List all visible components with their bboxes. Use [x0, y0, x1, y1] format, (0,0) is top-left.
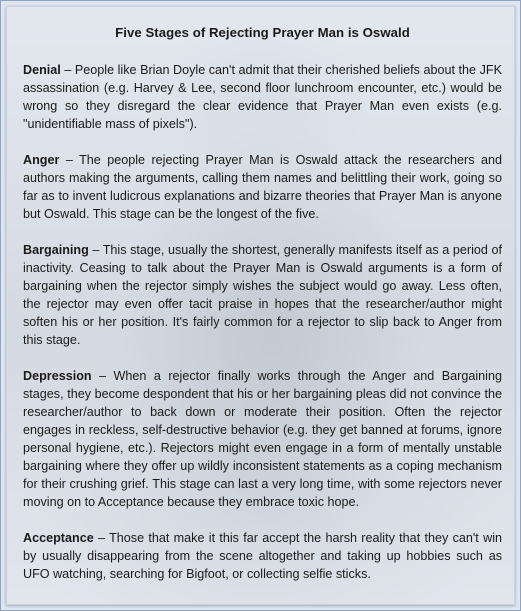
stage-anger	[23, 151, 502, 223]
card-content	[7, 7, 514, 583]
stage-bargaining	[23, 241, 502, 349]
stage-name: Bargaining	[23, 243, 89, 257]
stage-description: – The people rejecting Prayer Man is Oswald attack the researchers and authors making the arguments, calling them names and belittling their work, going so far as to invent ludicrous explanations and bizarre theories that Prayer Man is anyone but Oswald. This stage can be the longest of the five.	[23, 153, 502, 221]
stage-acceptance	[23, 529, 502, 583]
stage-name: Anger	[23, 153, 60, 167]
stage-depression	[23, 367, 502, 511]
stage-description: – People like Brian Doyle can't admit that their cherished beliefs about the JFK assassination (e.g. Harvey & Lee, second floor lunchroom encounter, etc.) would be wrong so they disregard the clear evidence that Prayer Man even exists (e.g. "unidentifiable mass of pixels").	[23, 63, 502, 131]
stage-denial	[23, 61, 502, 133]
stage-name: Acceptance	[23, 531, 94, 545]
stage-description: – Those that make it this far accept the harsh reality that they can't win by usually disappearing from the scene altogether and taking up hobbies such as UFO watching, searching for Bigfoot, or collecting selfie sticks.	[23, 531, 502, 581]
stage-description: – When a rejector finally works through the Anger and Bargaining stages, they become despondent that his or her bargaining pleas did not convince the researcher/author to back down or moderate their position. Often the rejector engages in reckless, self-destructive behavior (e.g. they get banned at forums, ignore personal hygiene, etc.). Rejectors might even engage in a form of mentally unstable bargaining where they offer up wildly inconsistent statements as a coping mechanism for their crushing grief. This stage can last a very long time, with some rejectors never moving on to Acceptance because they embrace toxic hope.	[23, 369, 502, 509]
stage-name: Depression	[23, 369, 92, 383]
text-card	[6, 6, 515, 605]
stage-name: Denial	[23, 63, 61, 77]
page-title: Five Stages of Rejecting Prayer Man is Oswald	[115, 25, 410, 40]
stage-description: – This stage, usually the shortest, generally manifests itself as a period of inactivity. Ceasing to talk about the Prayer Man is Oswald arguments is a form of bargaining when the rejector simply wishes the subject would go away. Less often, the rejector may even offer tacit praise in hopes that the researcher/author might soften his or her position. It's fairly common for a rejector to slip back to Anger from this stage.	[23, 243, 502, 347]
